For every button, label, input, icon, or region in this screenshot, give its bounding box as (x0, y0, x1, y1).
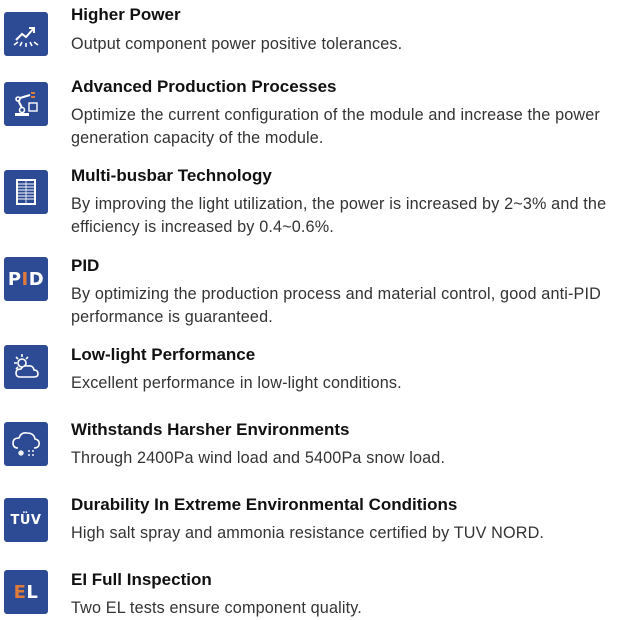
feature-title: Durability In Extreme Environmental Conditions (71, 495, 458, 514)
feature-description: By improving the light utilization, the power is increased by 2~3% and the efficiency is increased by 0.4~0.6%. (71, 195, 607, 236)
el-icon (4, 570, 48, 614)
snow-cloud-icon (4, 422, 48, 466)
feature-title: EI Full Inspection (71, 570, 212, 589)
feature-title: Low-light Performance (71, 345, 256, 364)
pid-icon-i: I (21, 268, 29, 290)
pid-icon-d: D (28, 268, 45, 290)
feature-title: Multi-busbar Technology (71, 166, 272, 185)
feature-description: High salt spray and ammonia resistance certified by TUV NORD. (71, 524, 545, 542)
sun-cloud-icon (4, 345, 48, 389)
pid-icon-p: P (7, 268, 22, 290)
feature-description: Excellent performance in low-light conditions. (71, 374, 402, 392)
feature-description: Two EL tests ensure component quality. (71, 599, 362, 617)
tuv-icon (4, 498, 48, 542)
feature-description: Through 2400Pa wind load and 5400Pa snow load. (71, 449, 446, 467)
el-icon-l: L (26, 581, 39, 603)
feature-title: PID (71, 256, 100, 275)
feature-title: Higher Power (71, 5, 181, 24)
tuv-icon-text: TÜV (10, 512, 42, 528)
feature-description: Output component power positive tolerances. (71, 35, 403, 53)
feature-title: Withstands Harsher Environments (71, 420, 350, 439)
feature-title: Advanced Production Processes (71, 77, 337, 96)
pid-icon (4, 257, 48, 301)
el-icon-e: E (13, 581, 27, 603)
feature-description: Optimize the current configuration of the module and increase the power generation capacity of the module. (71, 106, 600, 147)
feature-description: By optimizing the production process and material control, good anti-PID performance is guaranteed. (71, 285, 601, 326)
busbar-cell-icon (4, 170, 48, 214)
robot-arm-icon (4, 82, 48, 126)
power-trend-icon (4, 12, 48, 56)
